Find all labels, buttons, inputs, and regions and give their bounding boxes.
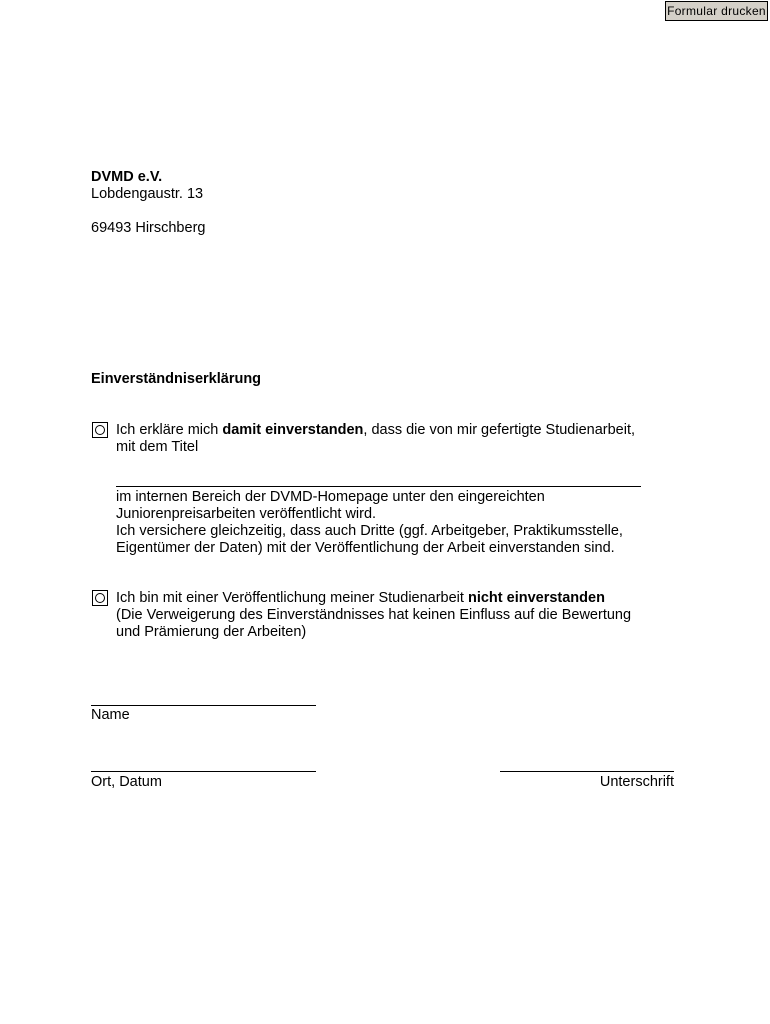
address-city: 69493 Hirschberg [91, 220, 206, 236]
print-form-button[interactable]: Formular drucken [665, 1, 768, 21]
place-date-label: Ort, Datum [91, 774, 162, 790]
name-label: Name [91, 707, 130, 723]
address-street: Lobdengaustr. 13 [91, 186, 204, 202]
checkbox-indicator-icon [95, 425, 105, 435]
consent-text-bold: damit einverstanden [222, 422, 364, 438]
consent-body-line: Eigentümer der Daten) mit der Veröffentlichung der Arbeit einverstanden sind. [116, 540, 615, 556]
refuse-statement [116, 590, 605, 607]
consent-body-line: Juniorenpreisarbeiten veröffentlicht wird. [116, 506, 377, 522]
refuse-body-line: und Prämierung der Arbeiten) [116, 624, 307, 640]
signature-field[interactable] [500, 771, 674, 772]
address-org: DVMD e.V. [91, 169, 163, 185]
consent-checkbox[interactable] [92, 422, 108, 438]
consent-body-line: im internen Bereich der DVMD-Homepage unter den eingereichten [116, 489, 545, 505]
refuse-checkbox[interactable] [92, 590, 108, 606]
page-title: Einverständniserklärung [91, 371, 262, 387]
refuse-body-line: (Die Verweigerung des Einverständnisses hat keinen Einfluss auf die Bewertung [116, 607, 632, 623]
refuse-text-bold: nicht einverstanden [467, 590, 605, 606]
place-date-field[interactable] [91, 771, 316, 772]
consent-body-line: Ich versichere gleichzeitig, dass auch Dritte (ggf. Arbeitgeber, Praktikumsstelle, [116, 523, 623, 539]
signature-label: Unterschrift [599, 774, 674, 790]
consent-statement [116, 422, 635, 439]
consent-text-pre: Ich erkläre mich [116, 422, 223, 438]
consent-statement-line2: mit dem Titel [116, 439, 199, 455]
consent-text-post: , dass die von mir gefertigte Studienarbeit, [363, 422, 636, 438]
thesis-title-field[interactable] [116, 486, 641, 487]
refuse-text-pre: Ich bin mit einer Veröffentlichung meiner Studienarbeit [116, 590, 468, 606]
checkbox-indicator-icon [95, 593, 105, 603]
name-field[interactable] [91, 705, 316, 706]
